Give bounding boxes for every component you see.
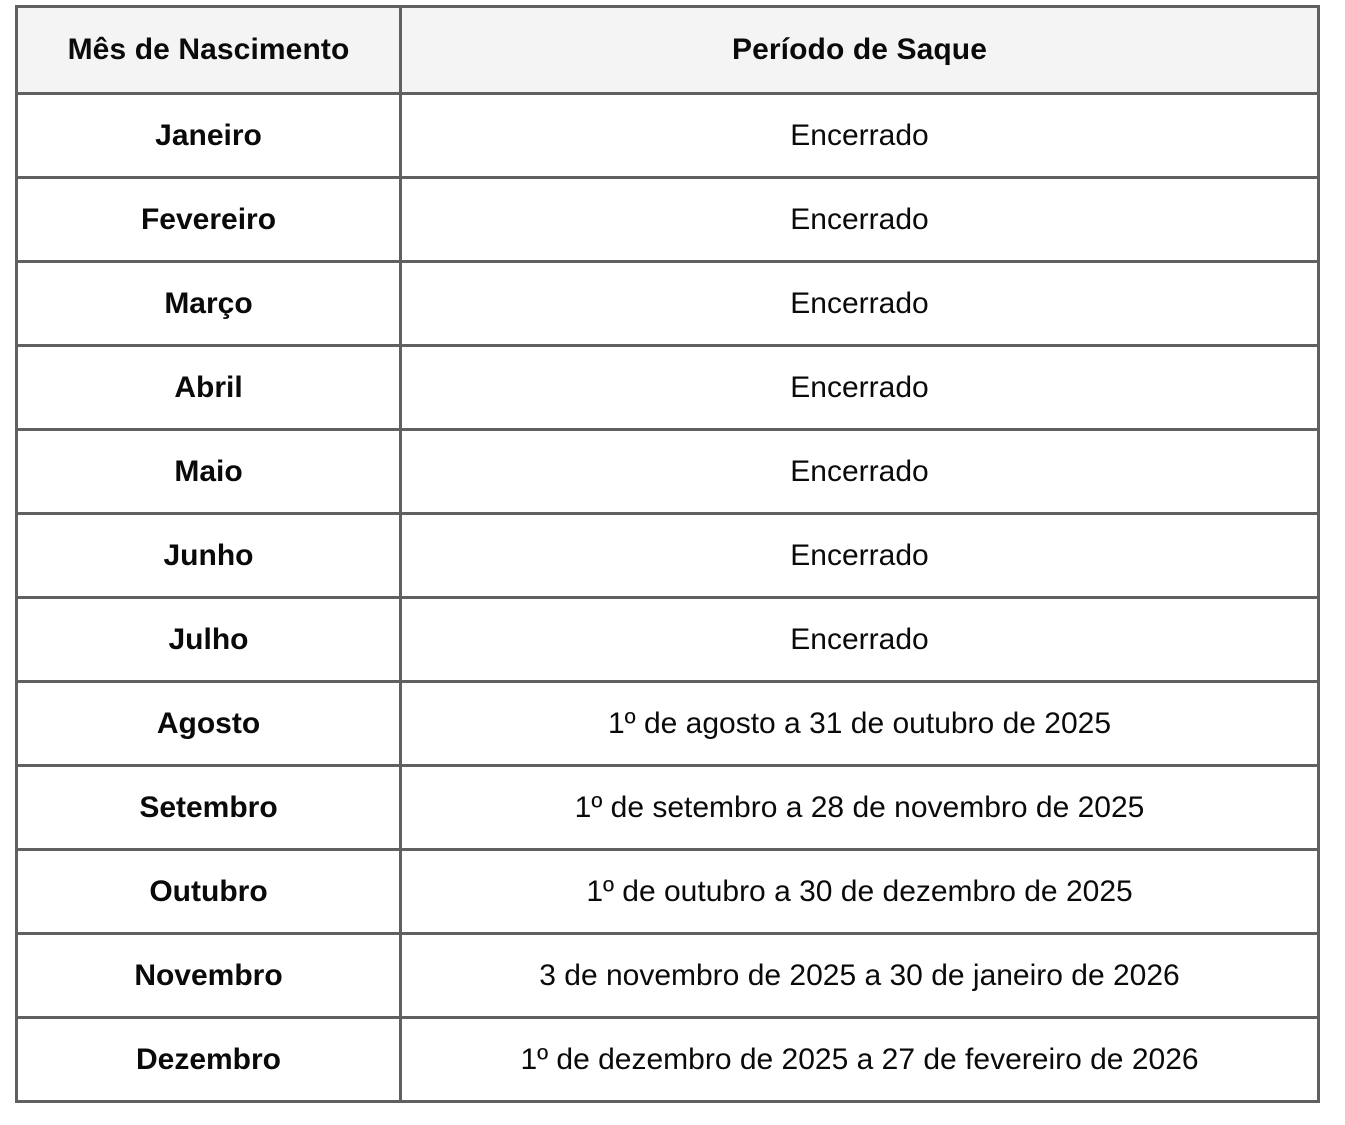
table-header <box>15 5 1320 95</box>
cell-period: Encerrado <box>402 347 1320 431</box>
cell-period: Encerrado <box>402 515 1320 599</box>
table-row <box>15 767 1320 851</box>
cell-period: 3 de novembro de 2025 a 30 de janeiro de 2026 <box>402 935 1320 1019</box>
cell-month: Junho <box>15 515 402 599</box>
cell-month: Setembro <box>15 767 402 851</box>
table-body <box>15 95 1320 1103</box>
table-row <box>15 851 1320 935</box>
table-row <box>15 179 1320 263</box>
table-row <box>15 515 1320 599</box>
withdrawal-schedule-table <box>15 5 1320 1103</box>
table-row <box>15 599 1320 683</box>
cell-period: Encerrado <box>402 263 1320 347</box>
cell-month: Dezembro <box>15 1019 402 1103</box>
cell-period: 1º de setembro a 28 de novembro de 2025 <box>402 767 1320 851</box>
cell-month: Abril <box>15 347 402 431</box>
cell-month: Outubro <box>15 851 402 935</box>
cell-period: Encerrado <box>402 431 1320 515</box>
column-header-month: Mês de Nascimento <box>15 5 402 95</box>
cell-period: Encerrado <box>402 599 1320 683</box>
cell-month: Maio <box>15 431 402 515</box>
cell-month: Novembro <box>15 935 402 1019</box>
cell-period: 1º de agosto a 31 de outubro de 2025 <box>402 683 1320 767</box>
table-row <box>15 431 1320 515</box>
table-row <box>15 95 1320 179</box>
cell-month: Janeiro <box>15 95 402 179</box>
table-row <box>15 935 1320 1019</box>
cell-period: Encerrado <box>402 95 1320 179</box>
table-row <box>15 263 1320 347</box>
cell-month: Agosto <box>15 683 402 767</box>
cell-month: Fevereiro <box>15 179 402 263</box>
cell-month: Março <box>15 263 402 347</box>
cell-period: Encerrado <box>402 179 1320 263</box>
cell-period: 1º de outubro a 30 de dezembro de 2025 <box>402 851 1320 935</box>
cell-period: 1º de dezembro de 2025 a 27 de fevereiro de 2026 <box>402 1019 1320 1103</box>
table-header-row <box>15 5 1320 95</box>
cell-month: Julho <box>15 599 402 683</box>
table-row <box>15 1019 1320 1103</box>
table-row <box>15 683 1320 767</box>
column-header-period: Período de Saque <box>402 5 1320 95</box>
table-row <box>15 347 1320 431</box>
